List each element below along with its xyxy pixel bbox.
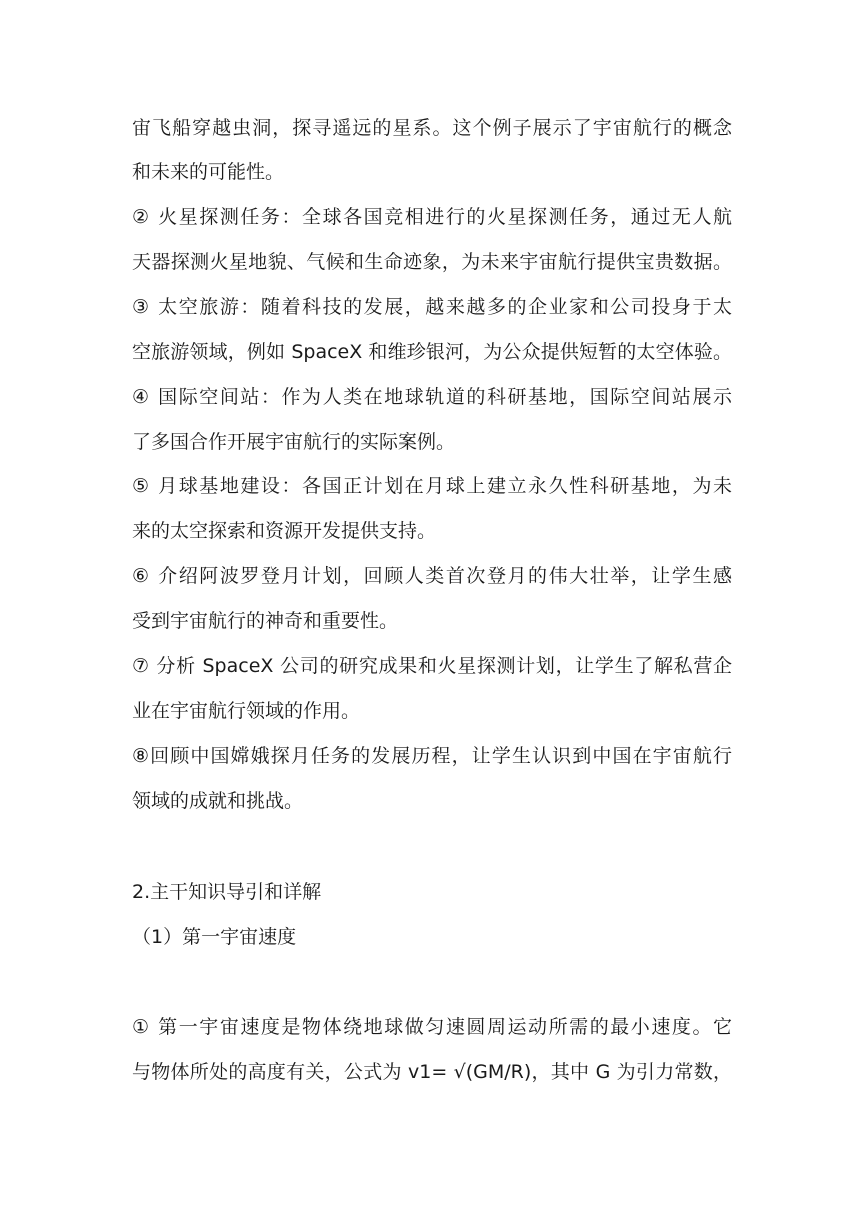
text-line: 来的太空探索和资源开发提供支持。	[132, 520, 437, 542]
text-line: 了多国合作开展宇宙航行的实际案例。	[132, 431, 456, 453]
text-line: 领域的成就和挑战。	[132, 790, 304, 812]
text-line: 与物体所处的高度有关，公式为 v1= √(GM/R)，其中 G 为引力常数，	[132, 1061, 732, 1083]
text-line: 业在宇宙航行领域的作用。	[132, 700, 361, 722]
subsection-heading: （1）第一宇宙速度	[132, 926, 297, 948]
text-line: 受到宇宙航行的神奇和重要性。	[132, 610, 399, 632]
section-heading: 2.主干知识导引和详解	[132, 881, 322, 903]
text-line: 宙飞船穿越虫洞，探寻遥远的星系。这个例子展示了宇宙航行的概念	[132, 117, 732, 139]
text-line: 和未来的可能性。	[132, 161, 285, 183]
list-item-spacex: ⑦ 分析 SpaceX 公司的研究成果和火星探测计划，让学生了解私营企	[132, 655, 732, 677]
list-item-apollo: ⑥ 介绍阿波罗登月计划，回顾人类首次登月的伟大壮举，让学生感	[132, 565, 732, 587]
list-item-mars-exploration: ② 火星探测任务：全球各国竞相进行的火星探测任务，通过无人航	[132, 206, 732, 228]
paragraph-first-cosmic-velocity: ① 第一宇宙速度是物体绕地球做匀速圆周运动所需的最小速度。它	[132, 1016, 732, 1038]
text-line: 空旅游领域，例如 SpaceX 和维珍银河，为公众提供短暂的太空体验。	[132, 341, 732, 363]
list-item-moon-base: ⑤ 月球基地建设：各国正计划在月球上建立永久性科研基地，为未	[132, 475, 732, 497]
text-line: 天器探测火星地貌、气候和生命迹象，为未来宇宙航行提供宝贵数据。	[132, 251, 732, 273]
list-item-space-tourism: ③ 太空旅游：随着科技的发展，越来越多的企业家和公司投身于太	[132, 296, 732, 318]
list-item-space-station: ④ 国际空间站：作为人类在地球轨道的科研基地，国际空间站展示	[132, 386, 732, 408]
list-item-change: ⑧回顾中国嫦娥探月任务的发展历程，让学生认识到中国在宇宙航行	[132, 745, 732, 767]
